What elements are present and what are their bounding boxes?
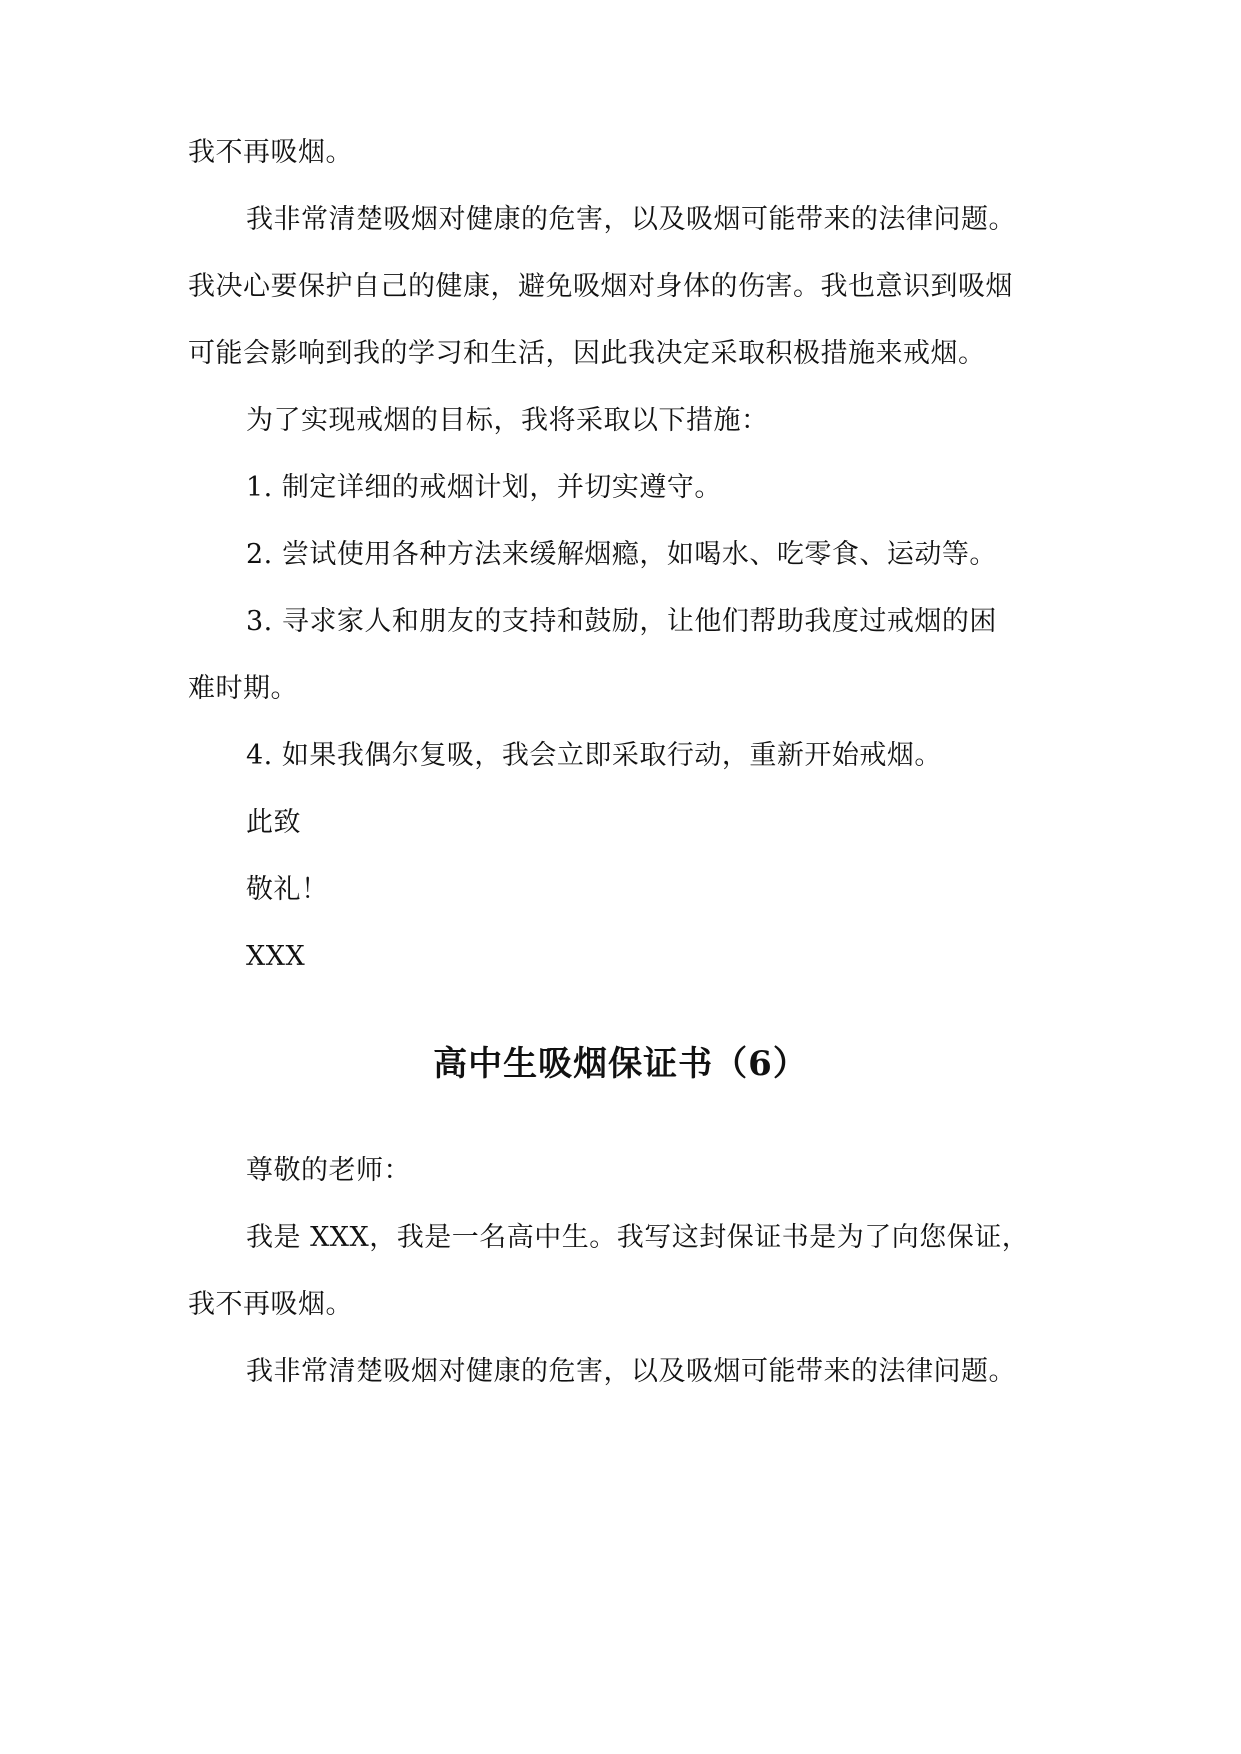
closing-salutation: 敬礼！ [246, 874, 329, 905]
paragraph-line: 我非常清楚吸烟对健康的危害，以及吸烟可能带来的法律问题。 [246, 1356, 1016, 1387]
section-title: 高中生吸烟保证书（6） [433, 1044, 808, 1084]
paragraph-line: 我决心要保护自己的健康，避免吸烟对身体的伤害。我也意识到吸烟 [188, 271, 1013, 302]
greeting-line: 尊敬的老师： [246, 1155, 411, 1186]
paragraph-line: 可能会影响到我的学习和生活，因此我决定采取积极措施来戒烟。 [188, 338, 986, 369]
paragraph-line: 我非常清楚吸烟对健康的危害，以及吸烟可能带来的法律问题。 [246, 204, 1016, 235]
paragraph-line: 为了实现戒烟的目标，我将采取以下措施： [246, 405, 769, 436]
closing-line: 此致 [246, 807, 301, 838]
paragraph-line: 我不再吸烟。 [188, 137, 353, 168]
paragraph-line: 我不再吸烟。 [188, 1289, 353, 1320]
paragraph-line: 我是 XXX，我是一名高中生。我写这封保证书是为了向您保证， [246, 1222, 1030, 1253]
list-item: 4. 如果我偶尔复吸，我会立即采取行动，重新开始戒烟。 [246, 740, 942, 771]
list-item-continuation: 难时期。 [188, 673, 298, 704]
list-item: 1. 制定详细的戒烟计划，并切实遵守。 [246, 472, 722, 503]
list-item: 2. 尝试使用各种方法来缓解烟瘾，如喝水、吃零食、运动等。 [246, 539, 997, 570]
list-item: 3. 寻求家人和朋友的支持和鼓励，让他们帮助我度过戒烟的困 [246, 606, 997, 637]
signature-name: XXX [246, 941, 306, 972]
